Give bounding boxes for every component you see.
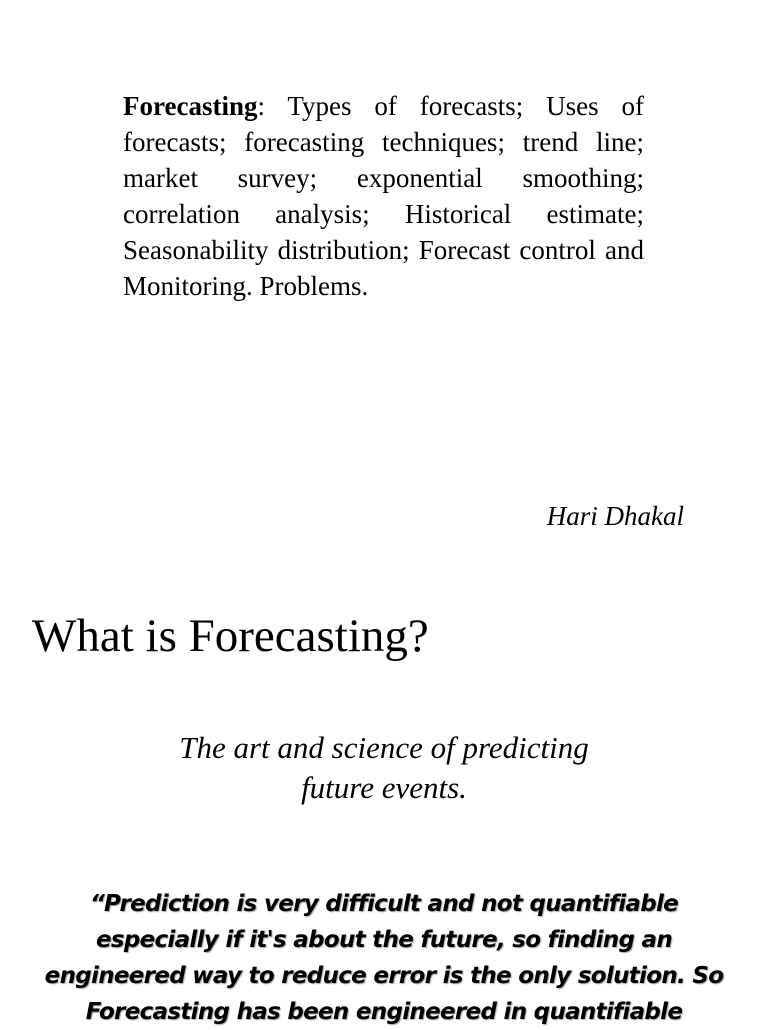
topics-text: : Types of forecasts; Uses of forecasts; forecasting techniques; trend line; market survey; exponential smoothing; correlation analysis; Historical estimate; Seasonability distribution; Forecast control and Monitoring. Problems. (123, 91, 644, 301)
definition-line-2: future events. (301, 770, 467, 805)
quote-text: “Prediction is very difficult and not quantifiable especially if it's about the future, so finding an engineered way to reduce error is the only solution. So Forecasting has been engineered in quantifiable (44, 891, 724, 1025)
topics-paragraph (123, 88, 644, 304)
slide-heading: What is Forecasting? (32, 610, 429, 662)
topics-term: Forecasting (123, 91, 258, 121)
definition-text (134, 728, 634, 808)
slide-what-is-forecasting (0, 580, 768, 1024)
definition-line-1: The art and science of predicting (179, 730, 589, 765)
author-name: Hari Dhakal (546, 501, 684, 531)
